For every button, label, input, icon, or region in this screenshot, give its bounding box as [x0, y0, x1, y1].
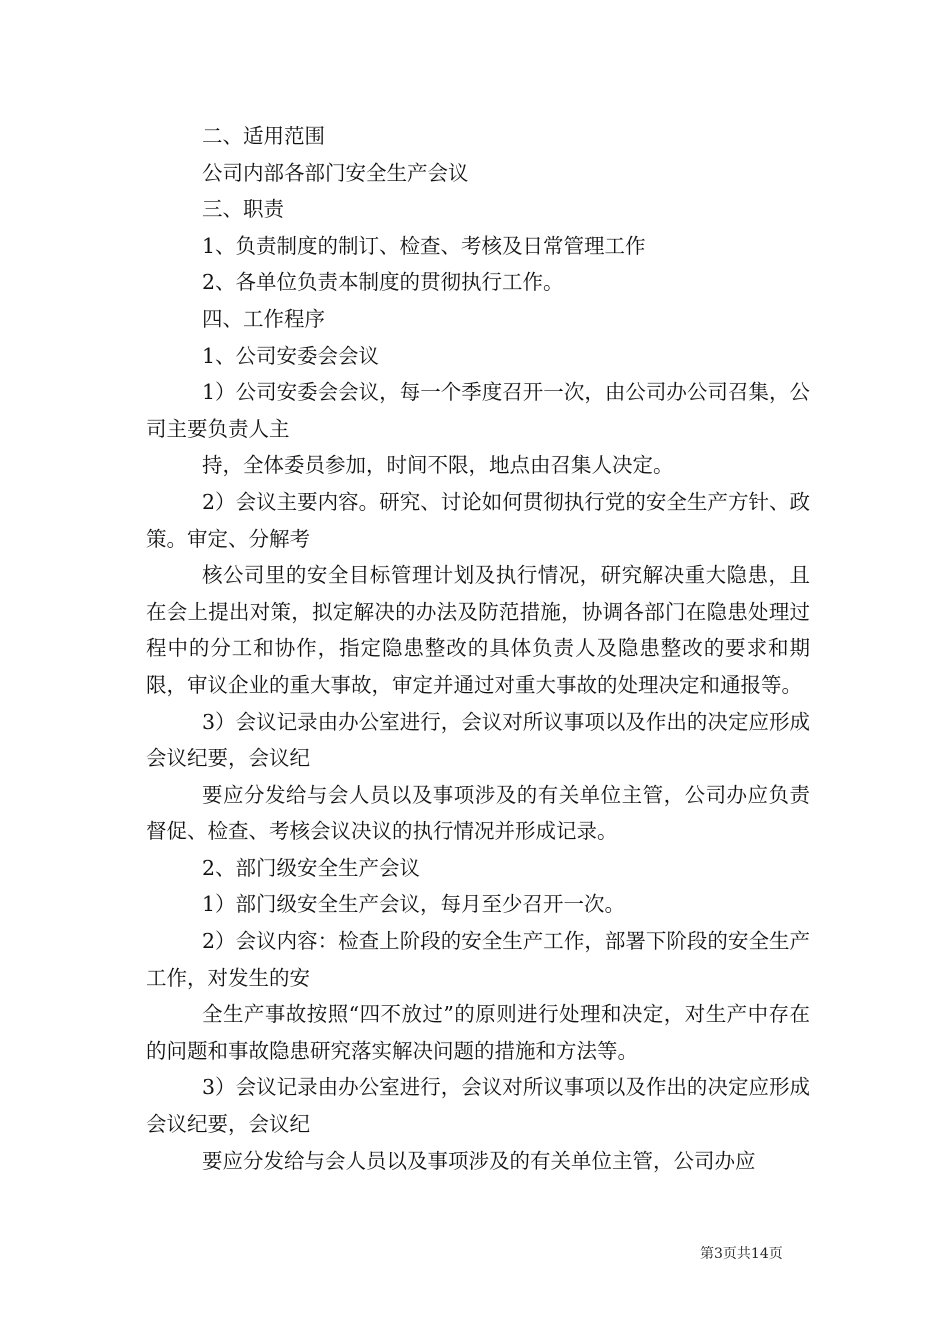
paragraph: 2）会议主要内容。研究、讨论如何贯彻执行党的安全生产方针、政策。审定、分解考: [146, 489, 810, 551]
paragraph: 1、公司安委会会议: [202, 343, 380, 368]
paragraph: 2）会议内容：检查上阶段的安全生产工作，部署下阶段的安全生产工作，对发生的安: [146, 929, 810, 990]
paragraph: 3）会议记录由办公室进行，会议对所议事项以及作出的决定应形成会议纪要，会议纪: [146, 709, 810, 771]
paragraph: 1）部门级安全生产会议，每月至少召开一次。: [202, 892, 626, 917]
paragraph: 1、负责制度的制订、检查、考核及日常管理工作: [202, 233, 646, 258]
paragraph: 公司内部各部门安全生产会议: [202, 160, 469, 185]
paragraph: 3）会议记录由办公室进行，会议对所议事项以及作出的决定应形成会议纪要，会议纪: [146, 1075, 810, 1137]
paragraph: 要应分发给与会人员以及事项涉及的有关单位主管，公司办应: [202, 1148, 756, 1173]
paragraph: 持，全体委员参加，时间不限，地点由召集人决定。: [202, 453, 674, 478]
document-body: [146, 118, 810, 1179]
paragraph: 二、适用范围: [202, 124, 325, 148]
paragraph: 三、职责: [202, 197, 284, 222]
page-number: 第3页共14页: [700, 1246, 783, 1262]
paragraph: 四、工作程序: [202, 306, 325, 331]
paragraph: 要应分发给与会人员以及事项涉及的有关单位主管，公司办应负责督促、检查、考核会议决议的执行情况并形成记录。: [146, 782, 810, 844]
paragraph: 2、各单位负责本制度的贯彻执行工作。: [202, 270, 564, 295]
paragraph: 全生产事故按照“四不放过”的原则进行处理和决定，对生产中存在的问题和事故隐患研究落实解决问题的措施和方法等。: [146, 1002, 810, 1063]
paragraph: 2、部门级安全生产会议: [202, 855, 421, 880]
paragraph: 1）公司安委会会议，每一个季度召开一次，由公司办公司召集，公司主要负责人主: [146, 380, 810, 441]
paragraph: 核公司里的安全目标管理计划及执行情况，研究解决重大隐患，且在会上提出对策，拟定解决的办法及防范措施，协调各部门在隐患处理过程中的分工和协作，指定隐患整改的具体负责人及隐患整改的要求和期限，审议企业的重大事故，审定并通过对重大事故的处理决定和通报等。: [146, 563, 810, 697]
